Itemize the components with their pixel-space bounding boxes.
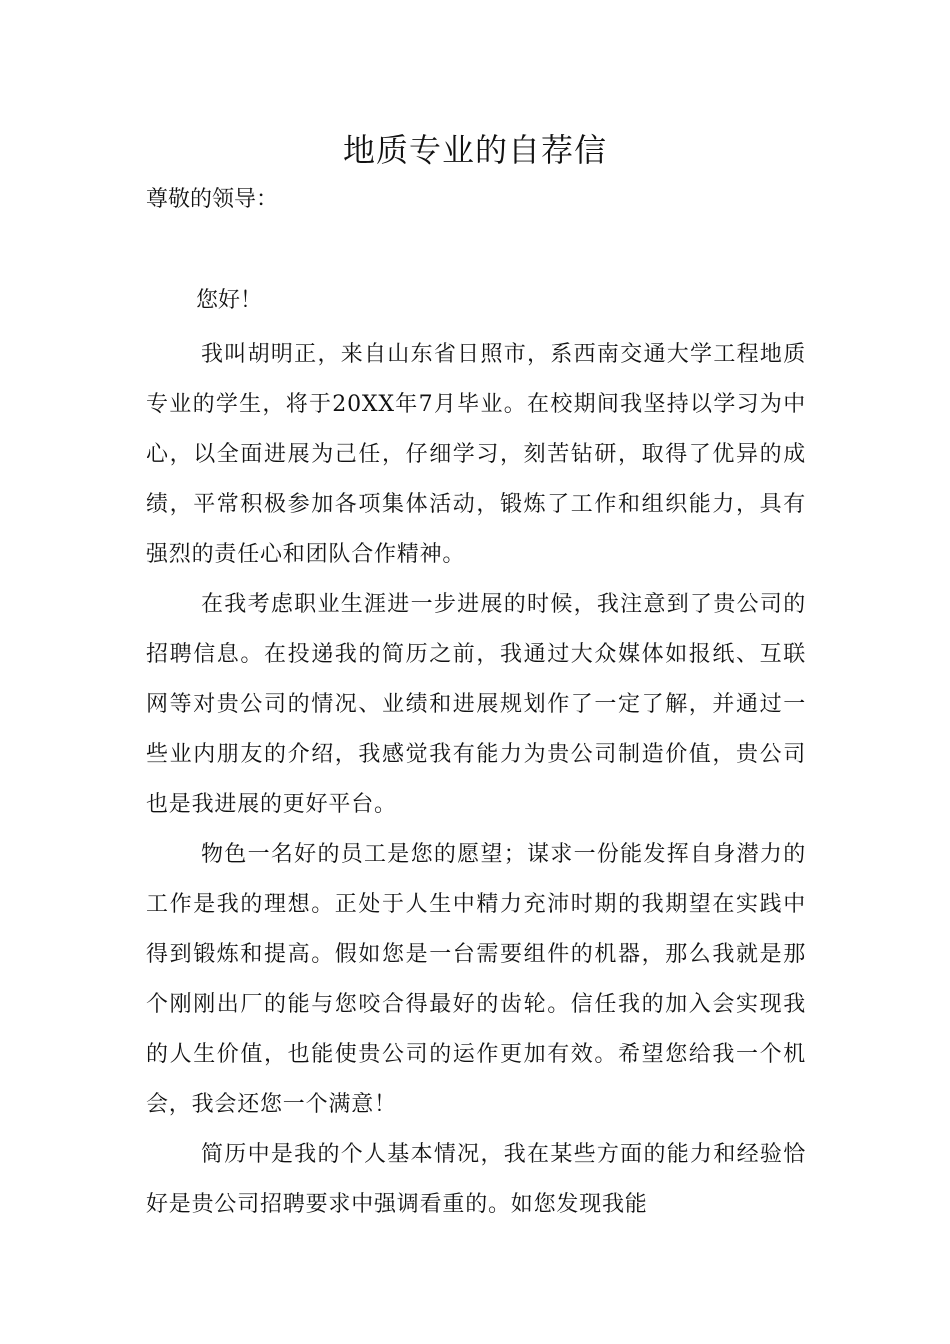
paragraph-value: 物色一名好的员工是您的愿望；谋求一份能发挥自身潜力的工作是我的理想。正处于人生中精力充沛时期的我期望在实践中得到锻炼和提高。假如您是一台需要组件的机器，那么我就是那个刚刚出厂的能与您咬合得最好的齿轮。信任我的加入会实现我的人生价值，也能使贵公司的运作更加有效。希望您给我一个机会，我会还您一个满意！: [146, 842, 806, 1117]
paragraph-motivation: 在我考虑职业生涯进一步进展的时候，我注意到了贵公司的招聘信息。在投递我的简历之前，我通过大众媒体如报纸、互联网等对贵公司的情况、业绩和进展规划作了一定了解，并通过一些业内朋友的介绍，我感觉我有能力为贵公司制造价值，贵公司也是我进展的更好平台。: [146, 592, 806, 817]
salutation: 尊敬的领导：: [146, 187, 279, 212]
letter-body: [146, 330, 806, 1230]
paragraph-resume: 简历中是我的个人基本情况，我在某些方面的能力和经验恰好是贵公司招聘要求中强调看重的。如您发现我能: [146, 1142, 806, 1217]
greeting: 您好！: [196, 288, 263, 313]
document-title: 地质专业的自荐信: [342, 131, 607, 169]
paragraph-intro: 我叫胡明正，来自山东省日照市，系西南交通大学工程地质专业的学生，将于20XX年7月毕业。在校期间我坚持以学习为中心，以全面进展为己任，仔细学习，刻苦钻研，取得了优异的成绩，平常积极参加各项集体活动，锻炼了工作和组织能力，具有强烈的责任心和团队合作精神。: [146, 342, 806, 567]
